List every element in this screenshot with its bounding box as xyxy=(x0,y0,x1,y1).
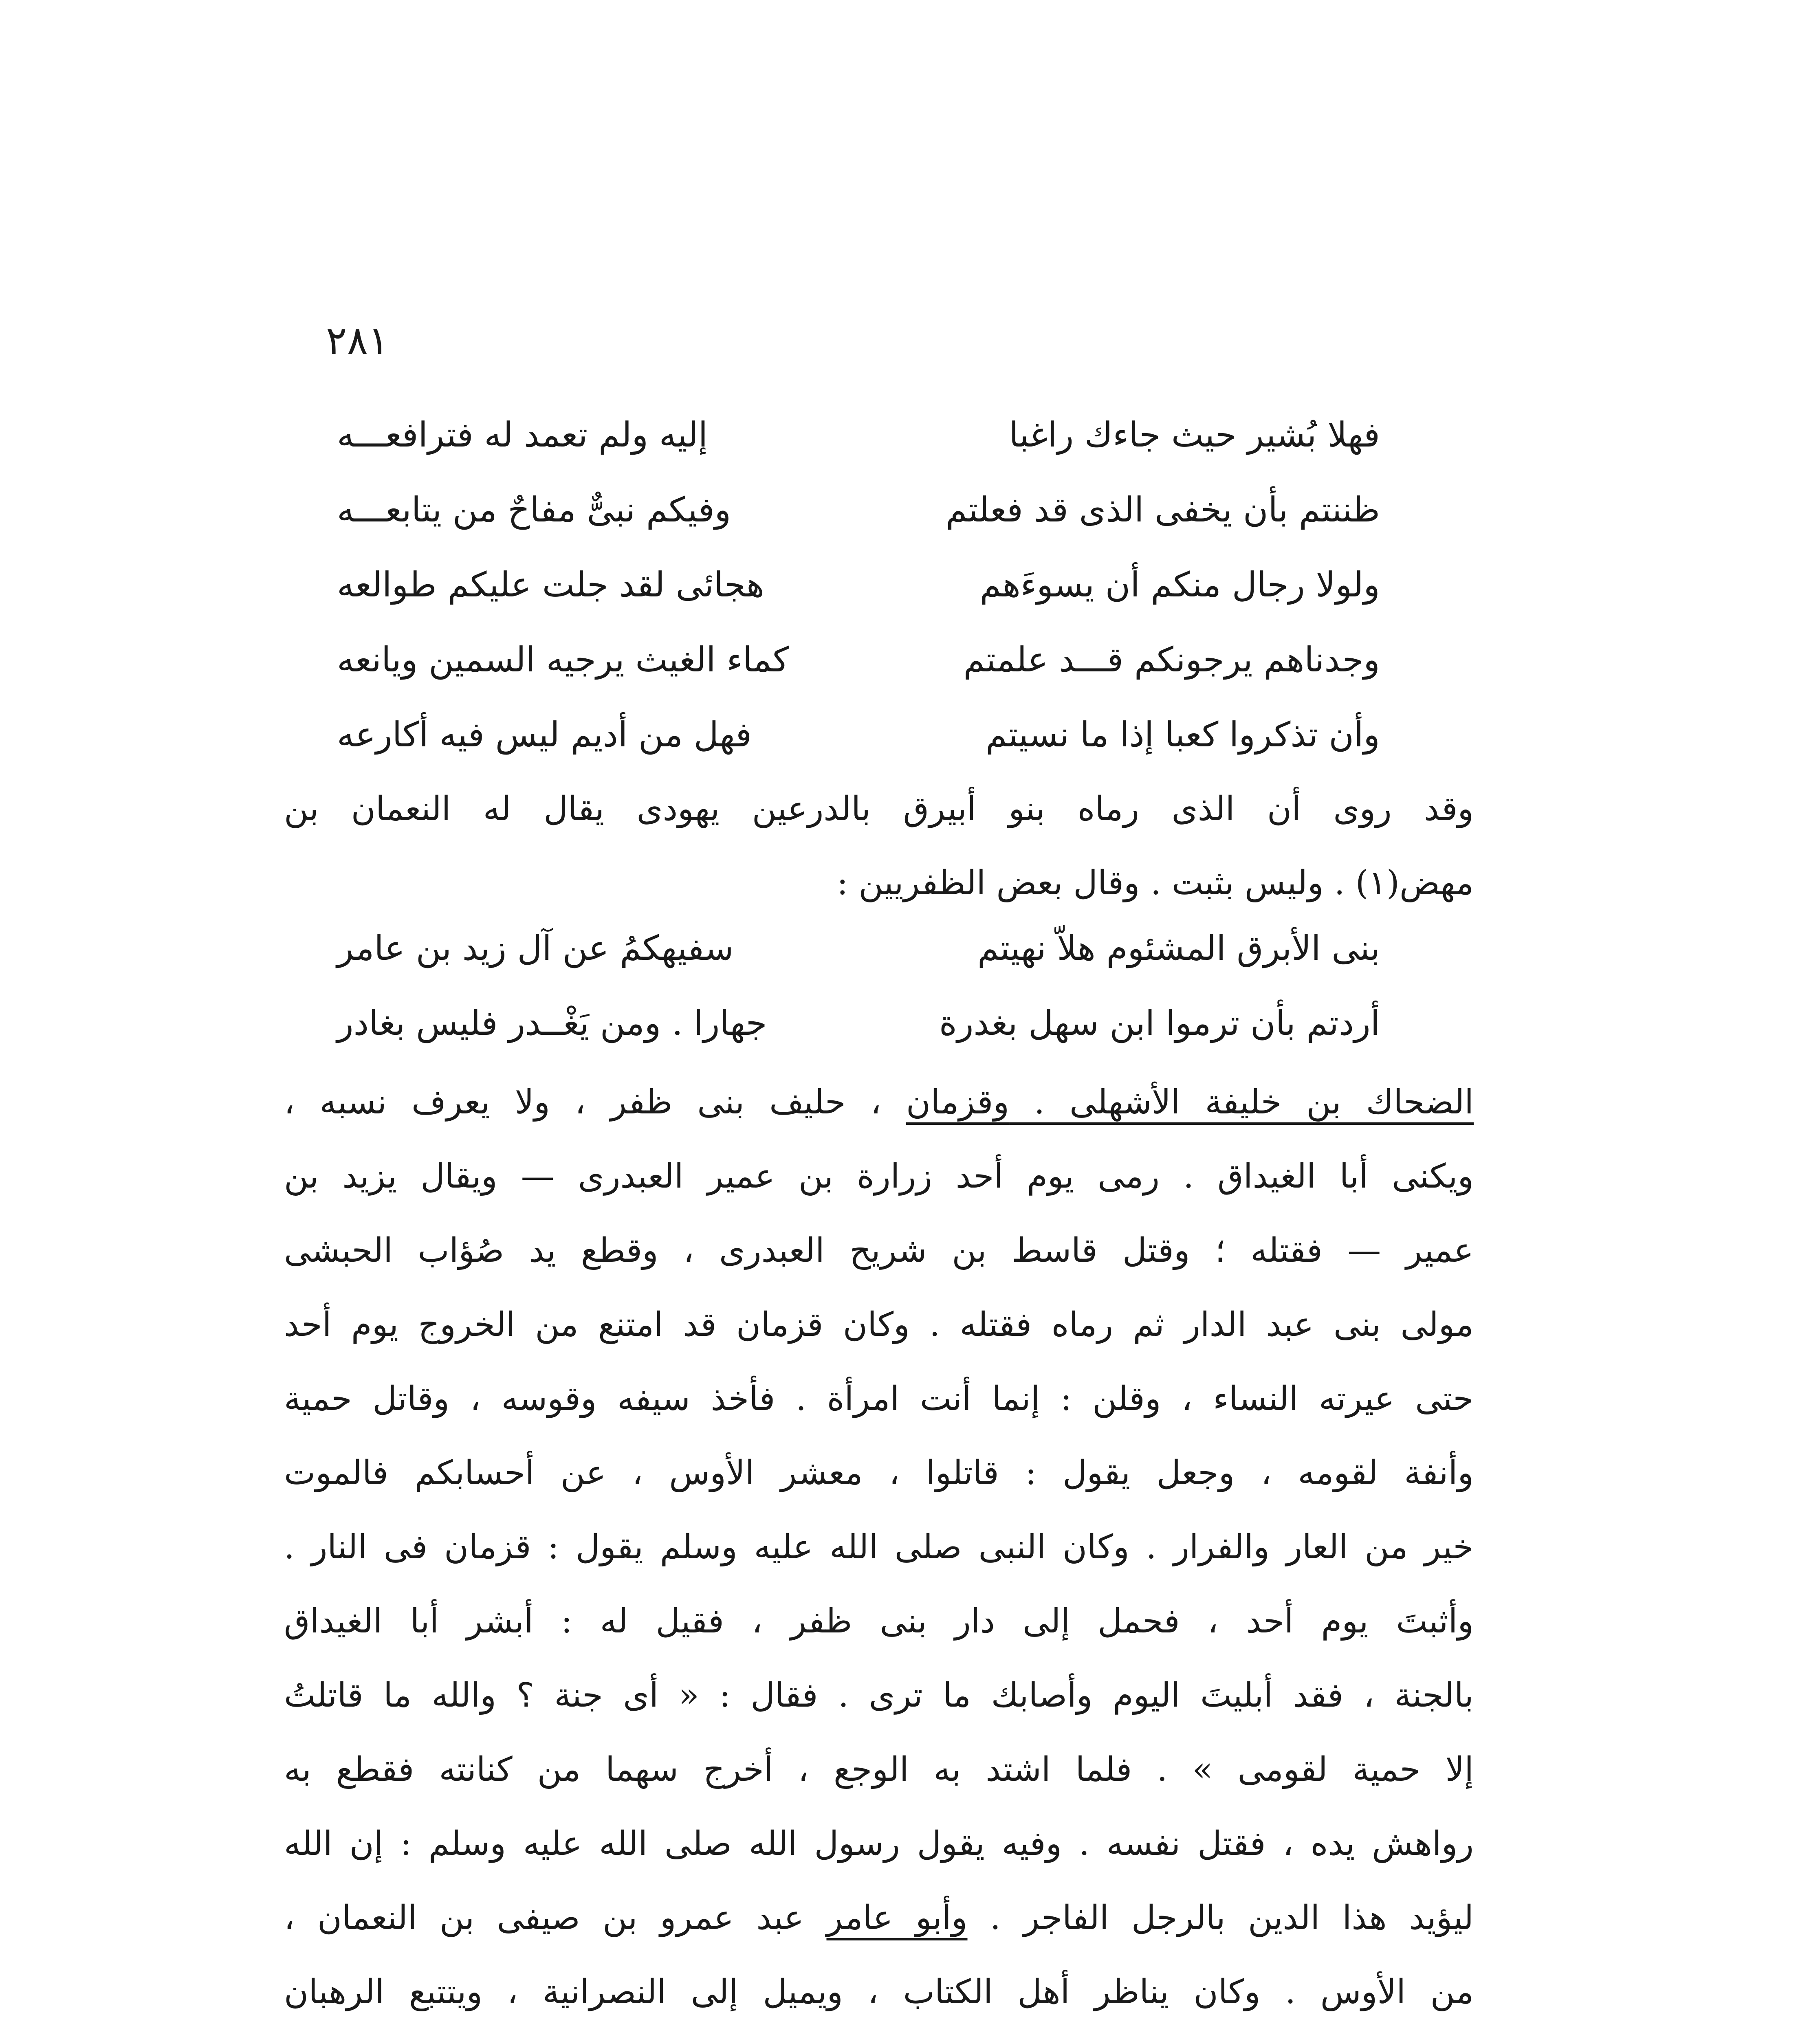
verse-hemistich-right: ظننتم بأن يخفى الذى قد فعلتم xyxy=(946,490,1380,530)
prose-line: بالجنة ، فقد أبليتَ اليوم وأصابك ما ترى . فقال : « أى جنة ؟ والله ما قاتلتُ xyxy=(284,1676,1474,1715)
poem-block-1 xyxy=(337,397,1380,772)
verse-hemistich-right: بنى الأبرق المشئوم هلاّ نهيتم xyxy=(977,928,1380,968)
prose-line: وأثبتَ يوم أحد ، فحمل إلى دار بنى ظفر ، فقيل له : أبشر أبا الغيداق xyxy=(284,1602,1474,1641)
page-number: ٢٨١ xyxy=(326,318,389,363)
prose-paragraph-1 xyxy=(284,772,1474,920)
verse-line xyxy=(337,697,1380,772)
verse-line xyxy=(337,397,1380,472)
verse-hemistich-left: سفيهكمُ عن آل زيد بن عامر xyxy=(337,928,734,968)
verse-line xyxy=(337,986,1380,1060)
prose-line xyxy=(284,1065,1474,1139)
prose-line: خير من العار والفرار . وكان النبى صلى الله عليه وسلم يقول : قزمان فى النار . xyxy=(284,1528,1474,1566)
verse-hemistich-right: فهلا بُشير حيث جاءك راغبا xyxy=(1009,415,1380,455)
prose-line: وأنفة لقومه ، وجعل يقول : قاتلوا ، معشر الأوس ، عن أحسابكم فالموت xyxy=(284,1454,1474,1492)
verse-hemistich-right: ولولا رجال منكم أن يسوءَهم xyxy=(979,565,1380,605)
prose-line: ويكنى أبا الغيداق . رمى يوم أحد زرارة بن عمير العبدرى — ويقال يزيد بن xyxy=(284,1157,1474,1196)
poem-block-2 xyxy=(337,911,1380,1060)
underlined-name: وقزمان xyxy=(906,1083,1010,1122)
verse-line xyxy=(337,547,1380,622)
underlined-name: وأبو عامر xyxy=(826,1898,968,1937)
prose-line: رواهش يده ، فقتل نفسه . وفيه يقول رسول الله صلى الله عليه وسلم : إن الله xyxy=(284,1824,1474,1863)
verse-hemistich-left: جهارا . ومن يَغْــدر فليس بغادر xyxy=(337,1003,767,1043)
verse-line xyxy=(337,911,1380,986)
verse-hemistich-left: إليه ولم تعمد له فترافعـــه xyxy=(337,415,708,455)
prose-text: ليؤيد هذا الدين بالرجل الفاجر . xyxy=(967,1898,1474,1937)
verse-hemistich-left: هجائى لقد جلت عليكم طوالعه xyxy=(337,565,765,605)
prose-line: إلا حمية لقومى » . فلما اشتد به الوجع ، أخرج سهما من كنانته فقطع به xyxy=(284,1750,1474,1789)
verse-hemistich-left: وفيكم نبىٌّ مفاحٌ من يتابعـــه xyxy=(337,490,731,530)
verse-line xyxy=(337,622,1380,697)
verse-hemistich-right: وأن تذكروا كعبا إذا ما نسيتم xyxy=(986,715,1380,755)
verse-hemistich-left: فهل من أديم ليس فيه أكارعه xyxy=(337,715,752,755)
prose-text: ، حليف بنى ظفر ، ولا يعرف نسبه ، xyxy=(284,1083,906,1122)
verse-hemistich-right: وجدناهم يرجونكم قـــد علمتم xyxy=(963,640,1380,680)
underlined-name: الضحاك بن خليفة الأشهلى . xyxy=(1009,1083,1474,1122)
verse-line xyxy=(337,472,1380,547)
prose-line: حتى عيرته النساء ، وقلن : إنما أنت امرأة . فأخذ سيفه وقوسه ، وقاتل حمية xyxy=(284,1379,1474,1418)
prose-line xyxy=(284,2029,1474,2037)
prose-text: عبد عمرو بن صيفى بن النعمان ، xyxy=(284,1898,827,1937)
verse-hemistich-right: أردتم بأن ترموا ابن سهل بغدرة xyxy=(939,1003,1380,1043)
prose-line: مولى بنى عبد الدار ثم رماه فقتله . وكان قزمان قد امتنع من الخروج يوم أحد xyxy=(284,1305,1474,1344)
prose-line: عمير — فقتله ؛ وقتل قاسط بن شريح العبدرى ، وقطع يد صُؤاب الحبشى xyxy=(284,1231,1474,1270)
prose-line xyxy=(284,1881,1474,1955)
prose-line: وقد روى أن الذى رماه بنو أبيرق بالدرعين يهودى يقال له النعمان بن xyxy=(284,790,1474,828)
prose-paragraph-2 xyxy=(284,1065,1474,2037)
prose-line: من الأوس . وكان يناظر أهل الكتاب ، ويميل إلى النصرانية ، ويتتبع الرهبان xyxy=(284,1973,1474,2011)
verse-hemistich-left: كماء الغيث يرجيه السمين ويانعه xyxy=(337,640,789,680)
prose-line: مهض(١) . وليس بثبت . وقال بعض الظفريين : xyxy=(836,864,1474,902)
